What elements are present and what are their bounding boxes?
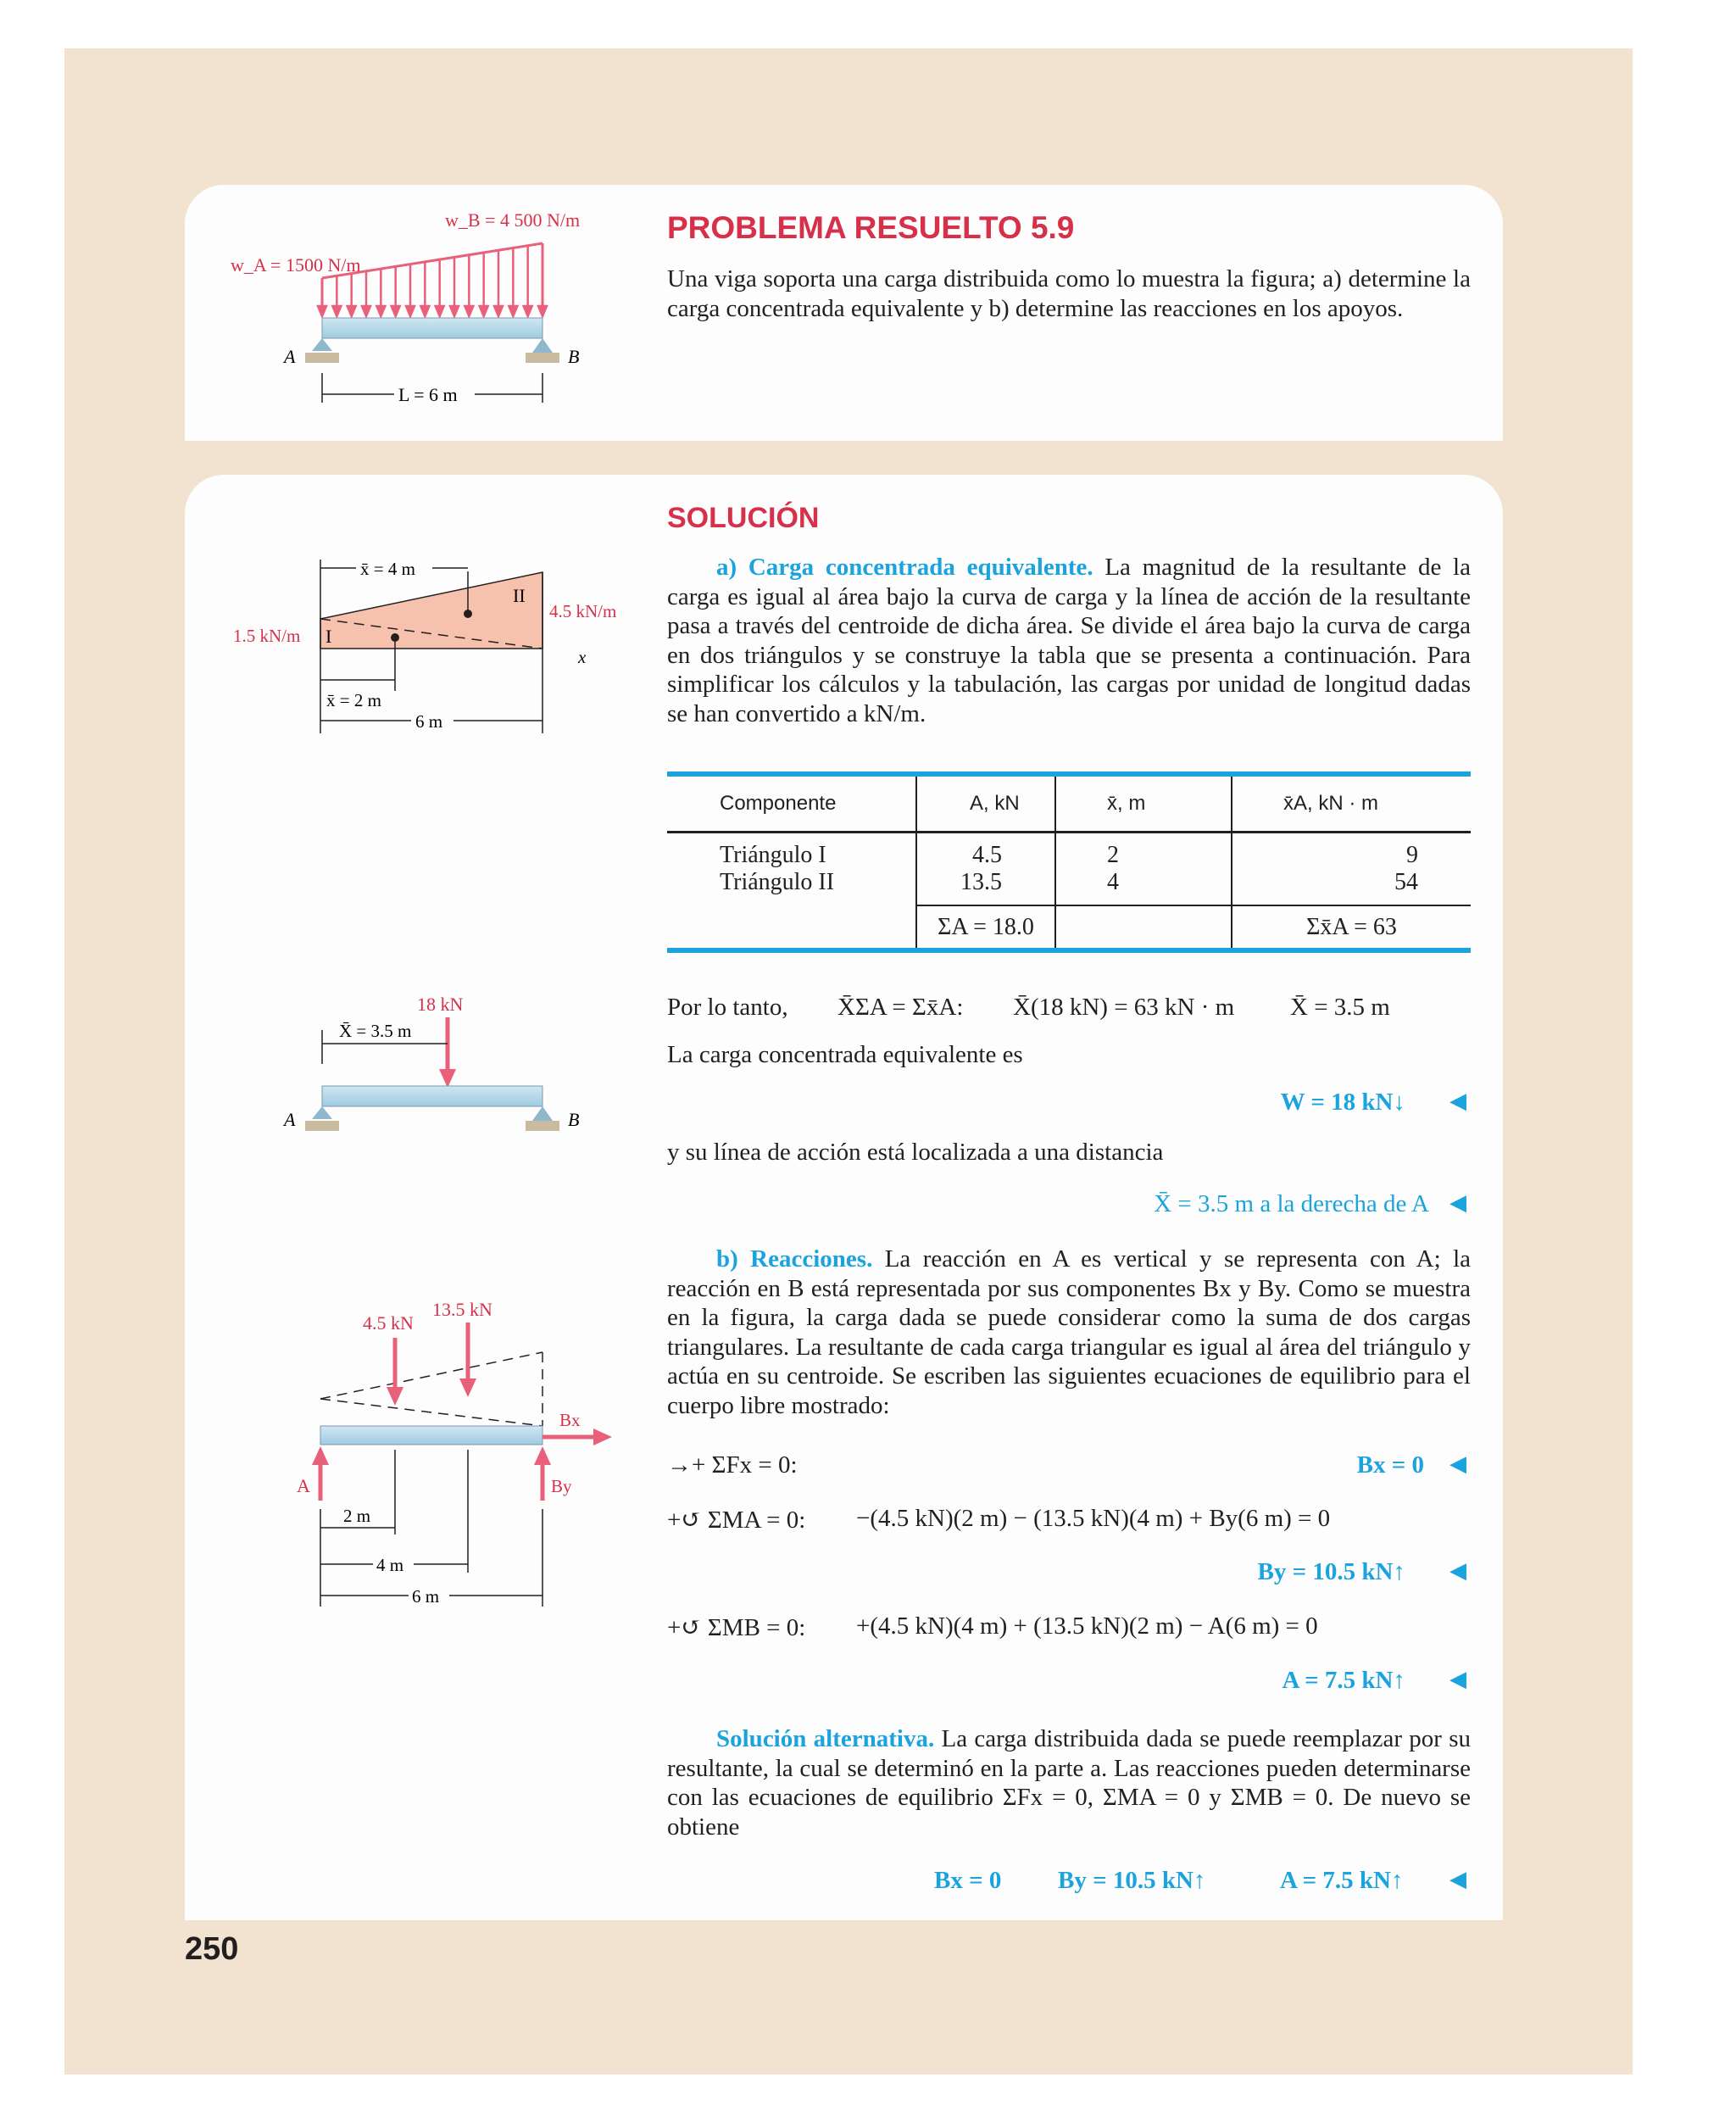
final-By: By = 10.5 kN↑: [1058, 1867, 1206, 1894]
load-arrow-head: [538, 306, 547, 316]
x-axis-label: x: [578, 647, 587, 667]
equation-3: X̄ = 3.5 m: [1290, 994, 1390, 1021]
X-result: X̄ = 3.5 m a la derecha de A: [1154, 1190, 1429, 1217]
sum-Fx-label: →+ ΣFx = 0:: [667, 1451, 798, 1479]
load-arrow-head: [509, 306, 517, 316]
load-arrow-head: [450, 306, 459, 316]
final-A: A = 7.5 kN↑: [1280, 1867, 1404, 1894]
A-reaction-label: A: [297, 1475, 310, 1496]
result-marker: ◀: [1449, 1867, 1466, 1891]
solution-title: SOLUCIÓN: [667, 502, 820, 534]
xbar2-label: x̄ = 2 m: [326, 690, 381, 710]
result-marker: ◀: [1449, 1190, 1466, 1215]
part-b-paragraph: [667, 1245, 1471, 1420]
force-4.5-label: 4.5 kN: [363, 1312, 414, 1334]
load-arrow-head: [524, 306, 532, 316]
result-marker: ◀: [1449, 1089, 1466, 1113]
equation-2: X̄(18 kN) = 63 kN · m: [1013, 994, 1235, 1021]
result-marker: ◀: [1449, 1667, 1466, 1691]
Bx-result: Bx = 0: [1356, 1451, 1424, 1479]
alternative-heading: Solución alternativa.: [716, 1725, 935, 1752]
problem-title: PROBLEMA RESUELTO 5.9: [667, 210, 1075, 245]
Xbar-label: X̄ = 3.5 m: [339, 1021, 412, 1041]
load-arrow-head: [494, 306, 503, 316]
support-B-label: B: [568, 346, 580, 367]
result-marker: ◀: [1449, 1451, 1466, 1476]
centroid-table: [667, 771, 1471, 953]
load-arrow-head: [420, 306, 429, 316]
figure-beam-distributed-load: [220, 203, 627, 415]
col-header-xbarA: x̄A, kN · m: [1232, 774, 1471, 833]
By-result: By = 10.5 kN↑: [1257, 1558, 1405, 1585]
alternative-text: La carga distribuida dada se puede reemplazar por su resultante, la cual se determinó en la parte a. Las reacciones pueden determinarse con las ecuaciones de equilibrio ΣFx = 0, ΣMA = 0 y ΣMB = 0. De nuevo se obtiene: [667, 1725, 1472, 1841]
problem-statement: Una viga soporta una carga distribuida como lo muestra la figura; a) determine la carga concentrada equivalente y b) determine las reacciones en los apoyos.: [667, 265, 1471, 322]
table-row: Triángulo II 13.5 4 54: [667, 869, 1471, 905]
load-arrow-head: [348, 306, 356, 316]
load-arrow-head: [318, 306, 326, 316]
wA-label: w_A = 1500 N/m: [231, 254, 361, 276]
line-of-action-text: y su línea de acción está localizada a una distancia: [667, 1139, 1164, 1166]
col-header-componente: Componente: [667, 774, 916, 833]
therefore-text: Por lo tanto,: [667, 994, 788, 1021]
col-header-area: A, kN: [916, 774, 1055, 833]
A-result: A = 7.5 kN↑: [1282, 1667, 1405, 1694]
load-arrow-head: [480, 306, 488, 316]
part-b-text: La reacción en A es vertical y se representa con A; la reacción en B está representada por sus componentes Bx y By. Como se muestra en la figura, la carga dada se puede considerar como la suma de dos cargas triangulares. La resultante de cada carga triangular es igual al área del triángulo y actúa en su centroide. Se escriben las siguientes ecuaciones de equilibrio para el cuerpo libre mostrado:: [667, 1245, 1471, 1419]
sum-MB-equation: +(4.5 kN)(4 m) + (13.5 kN)(2 m) − A(6 m) = 0: [856, 1612, 1318, 1640]
sum-MA-equation: −(4.5 kN)(2 m) − (13.5 kN)(4 m) + By(6 m) = 0: [856, 1505, 1331, 1532]
sum-MB-label: +↺ ΣMB = 0:: [667, 1614, 806, 1641]
table-row: Triángulo I 4.5 2 9: [667, 833, 1471, 870]
sum-MA-label: +↺ ΣMA = 0:: [667, 1507, 806, 1534]
alternative-paragraph: [667, 1724, 1471, 1841]
figure-free-body: [220, 1289, 644, 1611]
part-a-paragraph: [667, 553, 1471, 728]
support-B-label: B: [568, 1109, 580, 1130]
load-arrow-head: [465, 306, 473, 316]
part-b-heading: b) Reacciones.: [716, 1245, 873, 1273]
figure-load-triangles: [220, 551, 644, 738]
equivalent-load-text: La carga concentrada equivalente es: [667, 1041, 1023, 1068]
result-marker: ◀: [1449, 1558, 1466, 1583]
By-label: By: [551, 1476, 572, 1496]
dim-2m-label: 2 m: [343, 1506, 371, 1526]
W-result: W = 18 kN↓: [1280, 1089, 1405, 1116]
table-sum-row: [667, 905, 1471, 950]
support-A-label: A: [284, 1109, 296, 1130]
w2-label: 4.5 kN/m: [549, 601, 617, 621]
dim-4m-label: 4 m: [376, 1555, 404, 1575]
sum-area: ΣA = 18.0: [916, 905, 1055, 950]
col-header-xbar: x̄, m: [1055, 774, 1232, 833]
support-A-label: A: [284, 346, 296, 367]
wB-label: w_B = 4 500 N/m: [445, 209, 581, 231]
region-II-label: II: [513, 585, 526, 606]
figure-concentrated-load: [220, 988, 627, 1149]
page-number: 250: [185, 1931, 239, 1967]
dim-6m-label: 6 m: [412, 1586, 440, 1607]
equation-1: X̄ΣA = Σx̄A:: [837, 994, 964, 1021]
span-label: 6 m: [415, 711, 443, 732]
load-arrow-head: [376, 306, 385, 316]
Bx-label: Bx: [559, 1410, 581, 1430]
load-arrow-head: [436, 306, 444, 316]
sum-xbarA: Σx̄A = 63: [1232, 905, 1471, 950]
load-arrow-head: [362, 306, 370, 316]
part-a-text: La magnitud de la resultante de la carga es igual al área bajo la curva de carga y la línea de acción de la resultante pasa a través del centroide de dicha área. Se divide el área bajo la curva de carga en dos triángulos y se construye la tabla que se presenta a continuación. Para simplificar los cálculos y la tabulación, las cargas por unidad de longitud dadas se han convertido a kN/m.: [667, 554, 1471, 727]
final-Bx: Bx = 0: [934, 1867, 1002, 1894]
load-arrow-head: [406, 306, 415, 316]
xbar4-label: x̄ = 4 m: [360, 559, 415, 579]
region-I-label: I: [326, 626, 332, 647]
load-arrow-head: [392, 306, 400, 316]
w1-label: 1.5 kN/m: [233, 626, 301, 646]
load-arrow-head: [332, 306, 341, 316]
load-label: 18 kN: [417, 994, 464, 1015]
part-a-heading: a) Carga concentrada equivalente.: [716, 554, 1093, 581]
force-13.5-label: 13.5 kN: [432, 1299, 492, 1320]
length-label: L = 6 m: [398, 384, 458, 405]
